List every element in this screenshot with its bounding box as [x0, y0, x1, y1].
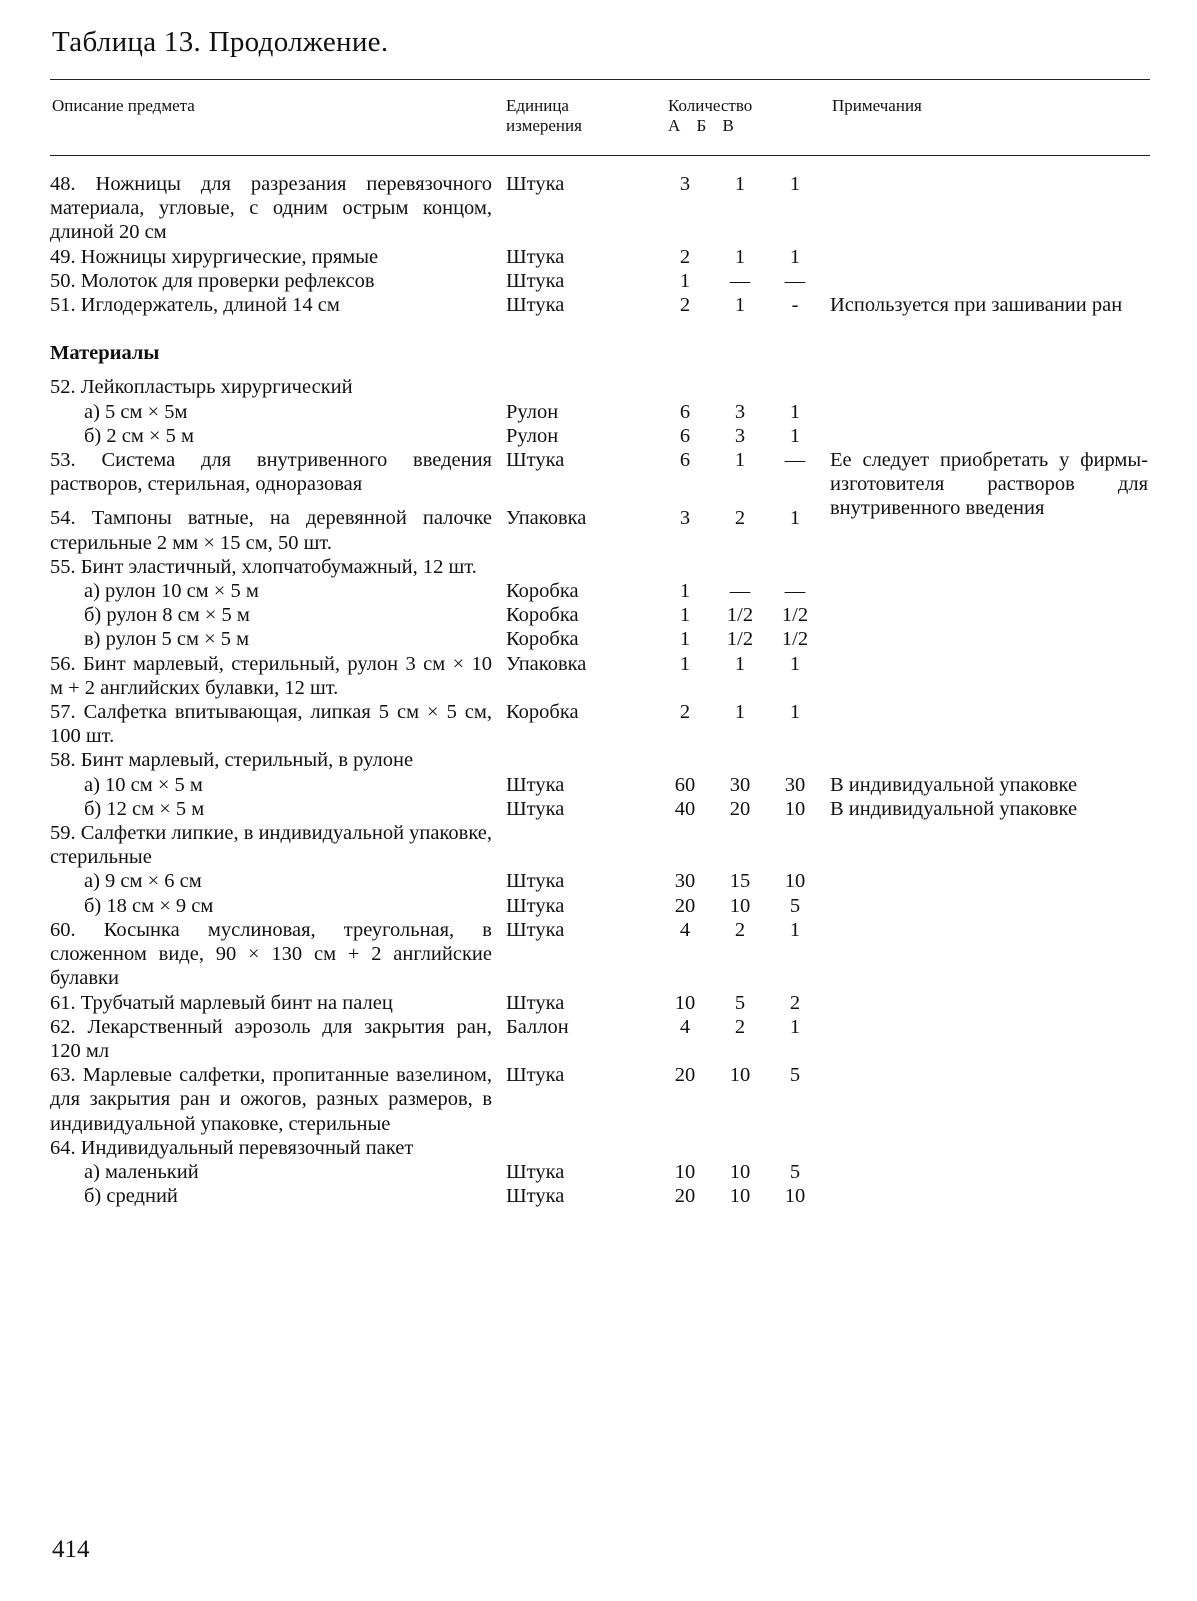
- qty-b: 1: [734, 701, 746, 724]
- qty-b: —: [729, 580, 751, 603]
- table-row: [0, 1015, 1197, 1063]
- table-row: [0, 245, 1197, 269]
- item-description: б) рулон 8 см × 5 м: [84, 604, 250, 627]
- item-description: 49. Ножницы хирургические, прямые: [50, 245, 379, 268]
- table-body: [0, 172, 1197, 1208]
- table-row: [0, 797, 1197, 821]
- qty-a: 20: [674, 894, 696, 917]
- item-description: 56. Бинт марлевый, стерильный, рулон 3 см × 10 м + 2 английских булавки, 12 шт.: [50, 652, 492, 699]
- item-description: б) 2 см × 5 м: [84, 424, 194, 447]
- header-unit-line2: измерения: [506, 116, 582, 135]
- qty-v: 10: [784, 870, 806, 893]
- table-row: [0, 652, 1197, 700]
- item-description: 53. Система для внутривенного введения растворов, стерильная, одноразовая: [50, 449, 492, 496]
- item-description: 50. Молоток для проверки рефлексов: [50, 269, 375, 292]
- item-unit: Штука: [506, 773, 565, 796]
- header-notes: Примечания: [832, 96, 922, 115]
- item-unit: Коробка: [506, 604, 579, 627]
- qty-a: 6: [679, 400, 691, 423]
- table-row: [0, 424, 1197, 448]
- qty-a: 1: [679, 604, 691, 627]
- item-description: а) 9 см × 6 см: [84, 870, 202, 893]
- qty-a: 10: [674, 991, 696, 1014]
- item-unit: Рулон: [506, 400, 559, 423]
- qty-b: 3: [734, 424, 746, 447]
- item-unit: Упаковка: [506, 507, 587, 530]
- qty-a: 30: [674, 870, 696, 893]
- qty-a: 40: [674, 797, 696, 820]
- item-note: В индивидуальной упаковке: [830, 773, 1078, 796]
- qty-v: 1: [789, 507, 801, 530]
- table-row: [0, 603, 1197, 627]
- qty-v: 1: [789, 918, 801, 941]
- qty-b: 3: [734, 400, 746, 423]
- item-description: а) маленький: [84, 1160, 199, 1183]
- item-description: 57. Салфетка впитывающая, липкая 5 см × 5 см, 100 шт.: [50, 701, 492, 748]
- table-row: [0, 1184, 1197, 1208]
- item-description: 48. Ножницы для разрезания перевязочного материала, угловые, с одним острым концом, длиной 20 см: [50, 173, 492, 244]
- qty-v: 10: [784, 1185, 806, 1208]
- page-number: 414: [52, 1536, 90, 1563]
- item-unit: Штука: [506, 449, 565, 472]
- item-description: 54. Тампоны ватные, на деревянной палочке стерильные 2 мм × 15 см, 50 шт.: [50, 507, 492, 554]
- qty-v: 1: [789, 400, 801, 423]
- qty-a: 1: [679, 269, 691, 292]
- item-description: а) 10 см × 5 м: [84, 773, 203, 796]
- item-unit: Штука: [506, 294, 565, 317]
- table-row: [0, 1136, 1197, 1160]
- item-unit: Баллон: [506, 1015, 569, 1038]
- qty-v: 30: [784, 773, 806, 796]
- item-description: 55. Бинт эластичный, хлопчатобумажный, 12 шт.: [50, 555, 477, 578]
- table-row: [0, 293, 1197, 317]
- qty-a: 1: [679, 652, 691, 675]
- qty-v: 1: [789, 652, 801, 675]
- item-description: б) средний: [84, 1185, 178, 1208]
- table-row: [0, 627, 1197, 651]
- table-row: [0, 894, 1197, 918]
- qty-b: 30: [729, 773, 751, 796]
- table-title: Таблица 13. Продолжение.: [52, 26, 389, 58]
- table-row: [0, 400, 1197, 424]
- table-row: [0, 1063, 1197, 1136]
- item-unit: Коробка: [506, 701, 579, 724]
- table-row: [0, 869, 1197, 893]
- header-rule: [50, 155, 1150, 156]
- qty-b: —: [729, 269, 751, 292]
- table-row: [0, 700, 1197, 748]
- qty-b: 2: [734, 507, 746, 530]
- qty-a: 20: [674, 1185, 696, 1208]
- item-unit: Штука: [506, 991, 565, 1014]
- qty-a: 4: [679, 1015, 691, 1038]
- section-heading-row: [0, 341, 1197, 365]
- qty-b: 10: [729, 1064, 751, 1087]
- item-description: 58. Бинт марлевый, стерильный, в рулоне: [50, 749, 414, 772]
- item-description: 64. Индивидуальный перевязочный пакет: [50, 1136, 414, 1159]
- header-quantity-columns: А Б В: [668, 116, 740, 135]
- item-unit: Коробка: [506, 628, 579, 651]
- qty-v: —: [784, 580, 806, 603]
- qty-v: 1: [789, 1015, 801, 1038]
- item-unit: Штука: [506, 918, 565, 941]
- table-row: [0, 1160, 1197, 1184]
- qty-v: —: [784, 269, 806, 292]
- table-row: [0, 918, 1197, 991]
- table-row: [0, 579, 1197, 603]
- qty-v: 1/2: [781, 628, 809, 651]
- qty-b: 1: [734, 294, 746, 317]
- qty-v: —: [784, 449, 806, 472]
- qty-a: 3: [679, 507, 691, 530]
- qty-a: 1: [679, 580, 691, 603]
- item-unit: Штука: [506, 870, 565, 893]
- qty-a: 1: [679, 628, 691, 651]
- item-unit: Штука: [506, 1064, 565, 1087]
- item-description: 52. Лейкопластырь хирургический: [50, 376, 353, 399]
- header-quantity: [668, 96, 752, 136]
- qty-b: 1: [734, 652, 746, 675]
- item-unit: Штука: [506, 1185, 565, 1208]
- item-description: 51. Иглодержатель, длиной 14 см: [50, 294, 340, 317]
- qty-a: 2: [679, 701, 691, 724]
- item-description: 62. Лекарственный аэрозоль для закрытия ран, 120 мл: [50, 1015, 492, 1062]
- item-note: Используется при зашивании ран: [830, 294, 1123, 317]
- qty-v: 1: [789, 701, 801, 724]
- item-description: б) 18 см × 9 см: [84, 894, 214, 917]
- qty-b: 1/2: [726, 604, 754, 627]
- qty-v: 1/2: [781, 604, 809, 627]
- qty-b: 1: [734, 173, 746, 195]
- qty-a: 10: [674, 1160, 696, 1183]
- qty-b: 10: [729, 894, 751, 917]
- table-row: [0, 269, 1197, 293]
- qty-b: 2: [734, 1015, 746, 1038]
- qty-a: 2: [679, 245, 691, 268]
- item-unit: Штука: [506, 1160, 565, 1183]
- qty-v: 1: [789, 245, 801, 268]
- qty-a: 2: [679, 294, 691, 317]
- qty-v: 1: [789, 424, 801, 447]
- qty-v: 5: [789, 1160, 801, 1183]
- item-note: Ее следует приобретать у фирмы-изготовителя растворов для внутривенного введения: [830, 449, 1148, 520]
- item-description: Материалы: [50, 342, 160, 365]
- qty-v: 2: [789, 991, 801, 1014]
- qty-a: 20: [674, 1064, 696, 1087]
- qty-a: 4: [679, 918, 691, 941]
- qty-b: 20: [729, 797, 751, 820]
- qty-b: 1: [734, 245, 746, 268]
- item-description: 59. Салфетки липкие, в индивидуальной упаковке, стерильные: [50, 822, 493, 869]
- item-unit: Штука: [506, 797, 565, 820]
- table-row: [0, 506, 1197, 554]
- header-unit-line1: Единица: [506, 96, 569, 115]
- table-row: [0, 172, 1197, 245]
- qty-a: 6: [679, 449, 691, 472]
- item-description: а) рулон 10 см × 5 м: [84, 580, 259, 603]
- qty-a: 60: [674, 773, 696, 796]
- header-unit: [506, 96, 582, 136]
- item-description: а) 5 см × 5м: [84, 400, 188, 423]
- qty-b: 2: [734, 918, 746, 941]
- table-row: [0, 773, 1197, 797]
- qty-b: 10: [729, 1185, 751, 1208]
- item-unit: Коробка: [506, 580, 579, 603]
- qty-v: -: [791, 294, 799, 317]
- table-row: [0, 748, 1197, 772]
- item-unit: Упаковка: [506, 652, 587, 675]
- qty-b: 10: [729, 1160, 751, 1183]
- qty-a: 6: [679, 424, 691, 447]
- header-quantity-label: Количество: [668, 96, 753, 115]
- qty-v: 1: [789, 173, 801, 195]
- item-unit: Штука: [506, 245, 565, 268]
- table-row: [0, 375, 1197, 399]
- item-description: 60. Косынка муслиновая, треугольная, в сложенном виде, 90 × 130 см + 2 английские булавки: [50, 918, 492, 990]
- qty-v: 5: [789, 894, 801, 917]
- item-unit: Штука: [506, 173, 565, 195]
- table-row: [0, 991, 1197, 1015]
- qty-b: 5: [734, 991, 746, 1014]
- table-row: [0, 555, 1197, 579]
- item-unit: Штука: [506, 894, 565, 917]
- item-description: в) рулон 5 см × 5 м: [84, 628, 250, 651]
- qty-b: 1: [734, 449, 746, 472]
- qty-b: 15: [729, 870, 751, 893]
- qty-v: 5: [789, 1064, 801, 1087]
- item-unit: Штука: [506, 269, 565, 292]
- qty-b: 1/2: [726, 628, 754, 651]
- item-note: В индивидуальной упаковке: [830, 797, 1078, 820]
- item-description: б) 12 см × 5 м: [84, 797, 205, 820]
- qty-a: 3: [679, 173, 691, 195]
- item-description: 63. Марлевые салфетки, пропитанные вазелином, для закрытия ран и ожогов, разных размеров, в индивидуальной упаковке, стерильные: [50, 1064, 492, 1135]
- header-description: Описание предмета: [52, 96, 195, 115]
- qty-v: 10: [784, 797, 806, 820]
- item-unit: Рулон: [506, 424, 559, 447]
- top-rule: [50, 79, 1150, 80]
- item-description: 61. Трубчатый марлевый бинт на палец: [50, 991, 393, 1014]
- table-row: [0, 821, 1197, 869]
